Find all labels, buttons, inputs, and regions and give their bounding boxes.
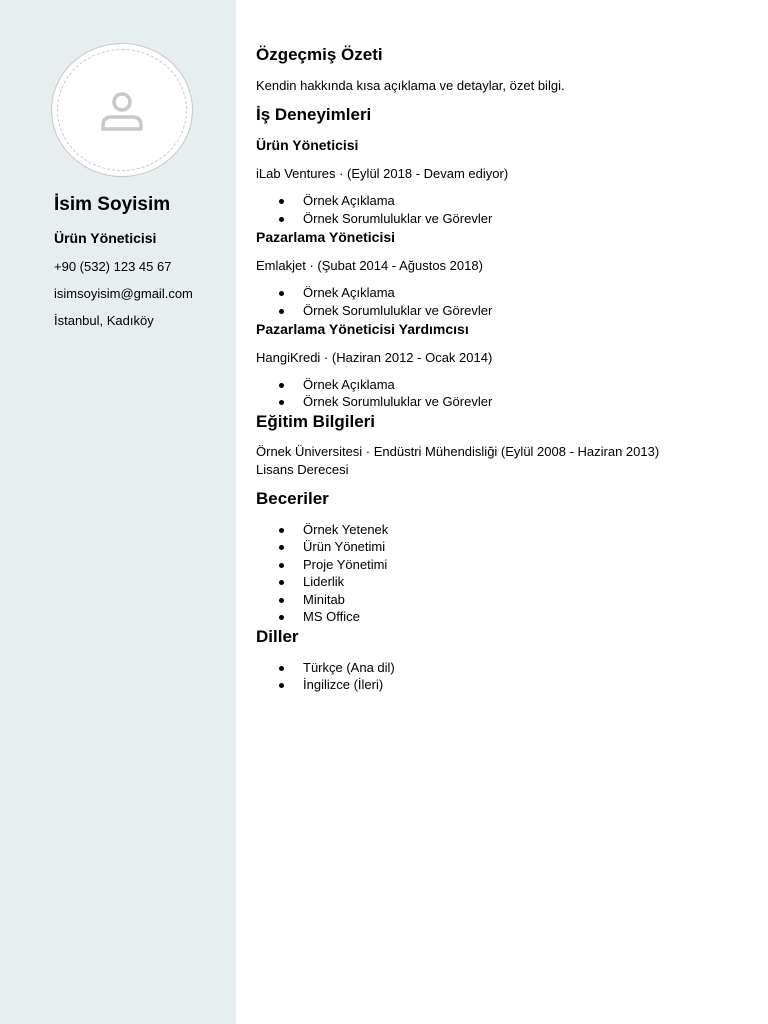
list-item: Örnek Yetenek xyxy=(256,522,388,537)
list-item: Örnek Açıklama xyxy=(256,377,395,392)
list-item: Örnek Sorumluluklar ve Görevler xyxy=(256,303,492,318)
list-item: MS Office xyxy=(256,609,360,624)
job-meta: Emlakjet · (Şubat 2014 - Ağustos 2018) xyxy=(256,258,483,273)
job-title: Pazarlama Yöneticisi xyxy=(256,229,396,245)
list-item: Örnek Sorumluluklar ve Görevler xyxy=(256,394,492,409)
skills-heading: Beceriler xyxy=(256,489,329,508)
summary-heading: Özgeçmiş Özeti xyxy=(256,45,383,64)
email-address: isimsoyisim@gmail.com xyxy=(54,286,193,301)
job-title: Ürün Yöneticisi xyxy=(256,137,359,153)
list-item: İngilizce (İleri) xyxy=(256,677,383,692)
languages-heading: Diller xyxy=(256,627,299,646)
summary-text: Kendin hakkında kısa açıklama ve detaylar, özet bilgi. xyxy=(256,78,565,93)
education-degree: Lisans Derecesi xyxy=(256,462,349,477)
sidebar xyxy=(0,0,236,1024)
avatar xyxy=(51,43,193,177)
education-line: Örnek Üniversitesi · Endüstri Mühendisliği (Eylül 2008 - Haziran 2013) xyxy=(256,444,660,459)
location: İstanbul, Kadıköy xyxy=(54,313,154,328)
phone-number: +90 (532) 123 45 67 xyxy=(54,259,172,274)
list-item: Ürün Yönetimi xyxy=(256,539,385,554)
job-title: Pazarlama Yöneticisi Yardımcısı xyxy=(256,321,469,337)
list-item: Minitab xyxy=(256,592,345,607)
job-meta: HangiKredi · (Haziran 2012 - Ocak 2014) xyxy=(256,350,493,365)
list-item: Örnek Açıklama xyxy=(256,193,395,208)
person-icon xyxy=(100,89,144,133)
education-heading: Eğitim Bilgileri xyxy=(256,412,376,431)
list-item: Türkçe (Ana dil) xyxy=(256,660,395,675)
list-item: Örnek Açıklama xyxy=(256,285,395,300)
experience-heading: İş Deneyimleri xyxy=(256,105,372,124)
person-name: İsim Soyisim xyxy=(54,194,171,215)
list-item: Proje Yönetimi xyxy=(256,557,387,572)
list-item: Liderlik xyxy=(256,574,344,589)
list-item: Örnek Sorumluluklar ve Görevler xyxy=(256,211,492,226)
job-meta: iLab Ventures · (Eylül 2018 - Devam ediyor) xyxy=(256,166,509,181)
person-title: Ürün Yöneticisi xyxy=(54,230,157,246)
